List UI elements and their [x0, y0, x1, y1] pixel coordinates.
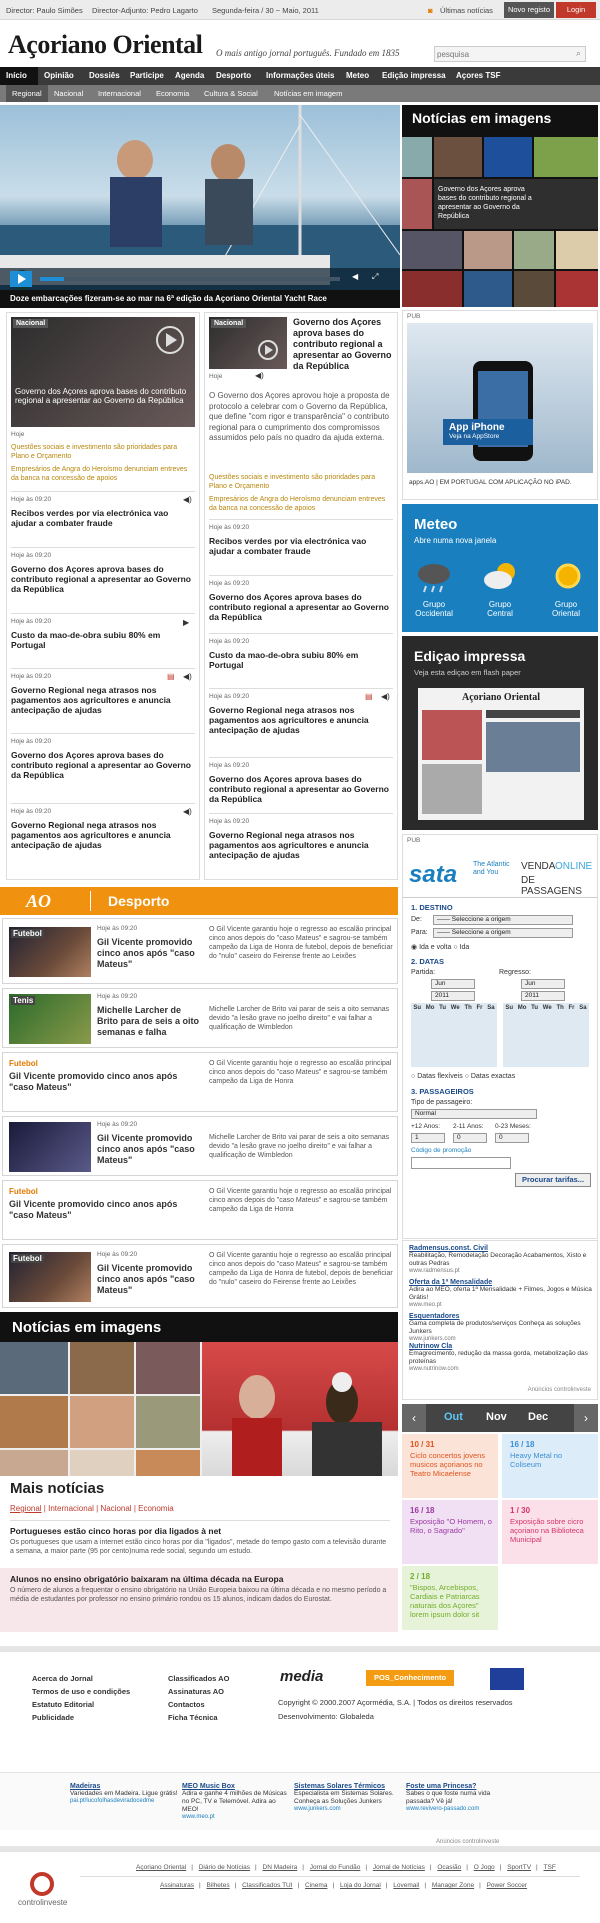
- text-ad[interactable]: Radmensus.const. Civil Reabilitação, Remodelação Decoração Acabamentos, Xisto e outras Pedras www.radmensus.pt: [409, 1245, 587, 1274]
- subnav-item[interactable]: Cultura & Social: [204, 89, 258, 98]
- more-news-headline[interactable]: Portugueses estão cinco horas por dia ligados à net: [10, 1526, 222, 1536]
- related-link[interactable]: Empresários de Angra do Heroísmo denunciam entreves da banca na concessão de apoios: [11, 466, 188, 482]
- network-link[interactable]: Assinaturas: [160, 1882, 194, 1889]
- item-meta: Hoje às 09:20: [209, 580, 250, 587]
- month-tab[interactable]: Out: [444, 1411, 463, 1423]
- bottom-ad[interactable]: Foste uma Princesa? Sabes o que foste numa vida passada? Vê já! www.revivero-passado.com: [406, 1783, 491, 1812]
- item-meta: Hoje às 09:20: [209, 762, 250, 769]
- photos-panel-title: Notícias em imagens: [412, 110, 552, 126]
- promo-code-input[interactable]: [411, 1157, 511, 1169]
- bottom-ad[interactable]: MEO Music Box Adira e ganhe 4 milhões de Músicas no PC, TV e Telemóvel. Adira ao MEO! www.meo.pt: [182, 1783, 287, 1820]
- print-edition-title: Ediçao impressa: [414, 648, 526, 664]
- featured-photo[interactable]: [434, 179, 598, 229]
- newspaper-cover[interactable]: Açoriano Oriental: [418, 688, 584, 820]
- item-meta: Hoje às 09:20: [11, 618, 52, 625]
- photos-panel: [402, 105, 598, 307]
- sports-row[interactable]: Futebol Hoje às 09:20 Gil Vicente promovido cinco anos após "caso Mateus" O Gil Vicente garantiu hoje o regresso ao escalão principal cinco anos depois do "caso Mateus" e sagrou-se também campeão da Liga de Honra de futebol, depois de beneficiar do "nulo" caseiro do Feirense frente ao Leixões: [2, 1244, 398, 1308]
- iphone-ad[interactable]: [402, 310, 598, 500]
- network-link[interactable]: Diário de Notícias: [198, 1864, 251, 1871]
- meteo-group[interactable]: Grupo Occidental: [415, 600, 453, 618]
- network-link[interactable]: Jornal do Fundão: [309, 1864, 361, 1871]
- footer: [0, 1646, 600, 1766]
- bottom-ad[interactable]: Madeiras Variedades em Madeira. Ligue grátis! pai.pt/lucofolhasdeviradocedme: [70, 1783, 178, 1804]
- search-input[interactable]: [437, 48, 557, 60]
- footer-link[interactable]: Contactos: [168, 1700, 205, 1709]
- subnav-item[interactable]: Regional: [6, 85, 48, 102]
- section-tag: Nacional: [211, 319, 246, 328]
- agenda-event[interactable]: [502, 1500, 598, 1564]
- event-title[interactable]: "Bispos, Arcebispos, Cardiais e Patriarcas naturais dos Açores" lorem ipsum dolor sit: [410, 1583, 480, 1619]
- item-title[interactable]: Custo da mao-de-obra subiu 80% em Portugal: [209, 650, 359, 670]
- return-month[interactable]: Jun: [521, 979, 565, 989]
- network-link[interactable]: Jornal de Notícias: [372, 1864, 425, 1871]
- tagline: O mais antigo jornal português. Fundado em 1835: [216, 48, 400, 58]
- meteo-panel[interactable]: [402, 504, 598, 632]
- related-link[interactable]: Empresários de Angra do Heroísmo denunciam entreves da banca na concessão de apoios: [209, 496, 386, 512]
- fullscreen-icon[interactable]: ⤢: [372, 272, 379, 281]
- login-button[interactable]: Login: [556, 2, 596, 18]
- pdf-icon[interactable]: ▤: [167, 672, 175, 681]
- photos-section-header: Notícias em imagens: [0, 1312, 398, 1342]
- item-title[interactable]: Governo dos Açores aprova bases do contributo regional a apresentar ao Governo da República: [209, 592, 389, 622]
- item-meta: Hoje às 09:20: [11, 496, 52, 503]
- featured-caption: Governo dos Açores aprova bases do contributo regional a apresentar ao Governo da República: [438, 186, 532, 220]
- search-icon[interactable]: ⌕: [575, 48, 581, 58]
- news-column-2: [204, 312, 398, 880]
- nav-item[interactable]: Meteo: [346, 71, 370, 80]
- lead-video-thumb[interactable]: [11, 317, 195, 427]
- sports-header: [0, 887, 398, 915]
- item-title[interactable]: Governo Regional nega atrasos nos pagamentos aos agricultores e anuncia antecipação de ajudas: [11, 685, 171, 715]
- rss-icon[interactable]: ◙: [428, 6, 433, 15]
- text-ad[interactable]: Oferta da 1ª Mensalidade Adira ao MEO, oferta 1ª Mensalidade + Filmes, Jogos e Música Grátis! www.meo.pt: [409, 1279, 592, 1308]
- item-title[interactable]: Recibos verdes por via electrónica vao ajudar a combater fraude: [11, 508, 169, 528]
- meta: Hoje: [11, 431, 25, 438]
- appstore-badge[interactable]: App iPhone Veja na AppStore: [443, 419, 533, 445]
- more-news-headline[interactable]: Alunos no ensino obrigatório baixaram na última década na Europa: [10, 1574, 284, 1584]
- ad-bottom-text: apps.AO | EM PORTUGAL COM APLICAÇÃO NO iPAD.: [409, 479, 572, 486]
- print-edition-sub[interactable]: Veja esta ediçao em flash paper: [414, 668, 521, 677]
- acormedia-logo[interactable]: media: [280, 1668, 324, 1685]
- sports-row[interactable]: Hoje às 09:20 Gil Vicente promovido cinco anos após "caso Mateus" Michelle Larcher de Brito vai parar de seis a oito semanas devido "a lesão grave no joelho direito" e vai falhar a qualificação de Wimbledon: [2, 1116, 398, 1176]
- calendar-return[interactable]: Su Mo Tu We Th Fr Sa: [503, 1003, 589, 1067]
- item-title[interactable]: Governo dos Açores aprova bases do contributo regional a apresentar ao Governo da República: [11, 564, 191, 594]
- sata-logo[interactable]: sata: [409, 861, 458, 888]
- news-column-1: [6, 312, 200, 880]
- search-box: [434, 46, 586, 62]
- children-select[interactable]: 0: [453, 1133, 487, 1143]
- nav-item[interactable]: Participe: [130, 71, 164, 80]
- sub-nav: [0, 85, 600, 102]
- item-meta: Hoje às 09:20: [11, 552, 52, 559]
- nav-item[interactable]: Opinião: [44, 71, 74, 80]
- network-link[interactable]: TSF: [543, 1864, 556, 1871]
- nav-item[interactable]: Dossiês: [89, 71, 120, 80]
- subnav-item[interactable]: Economia: [156, 89, 190, 98]
- origin-select[interactable]: —— Seleccione a origem: [433, 915, 573, 925]
- more-news: [0, 1476, 398, 1632]
- register-button[interactable]: Novo registo: [504, 2, 554, 18]
- pdf-icon[interactable]: ▤: [365, 692, 373, 701]
- partly-cloudy-icon: [480, 560, 520, 594]
- video-progress[interactable]: [40, 277, 340, 281]
- lead-video-thumb[interactable]: [209, 317, 287, 369]
- controlinveste-logo-icon[interactable]: [28, 1872, 56, 1896]
- footer-link[interactable]: Ficha Técnica: [168, 1713, 218, 1722]
- network-link[interactable]: SportTV: [507, 1864, 532, 1871]
- calendar-departure[interactable]: Su Mo Tu We Th Fr Sa: [411, 1003, 497, 1067]
- audio-icon[interactable]: ◀): [183, 672, 192, 681]
- agenda-event[interactable]: [402, 1566, 498, 1630]
- more-news-title: Mais notícias: [10, 1480, 105, 1497]
- more-news-tabs: Regional | Internacional | Nacional | Economia: [10, 1504, 174, 1513]
- month-tab[interactable]: Dec: [528, 1411, 549, 1423]
- text-ad[interactable]: Nutrinow Cla Emagrecimento, redução da massa gorda, metabolização das proteínas www.nutrinow.com: [409, 1343, 588, 1372]
- more-news-text: Os portugueses que usam a internet estão cinco horas por dia "ligados", metade do tempo gasto com a televisão durante a semana, a maior parte (95 por cento)numa rede social, segundo um estudo.: [10, 1539, 387, 1555]
- item-meta: Hoje às 09:20: [209, 524, 250, 531]
- video-controls: [0, 268, 400, 290]
- item-title[interactable]: Governo Regional nega atrasos nos pagamentos aos agricultores e anuncia antecipação de ajudas: [209, 705, 369, 735]
- search-fares-button[interactable]: Procurar tarifas...: [515, 1173, 591, 1187]
- play-icon[interactable]: [10, 271, 32, 287]
- play-icon[interactable]: [155, 325, 185, 355]
- meteo-title: Meteo: [414, 516, 458, 533]
- volume-icon[interactable]: ◀: [352, 272, 359, 281]
- event-title[interactable]: Heavy Metal no Coliseum: [510, 1451, 563, 1469]
- round-trip-radio[interactable]: ◉ Ida e volta ○ Ida: [411, 944, 470, 951]
- sports-row[interactable]: Tenis Hoje às 09:20 Michelle Larcher de Brito para de seis a oito semanas e falha Michelle Larcher de Brito vai parar de seis a oito semanas devido "a lesão grave no joelho direito" e vai falhar a qualificação de Wimbledon: [2, 988, 398, 1048]
- item-title[interactable]: Governo Regional nega atrasos nos pagamentos aos agricultores e anuncia antecipação de ajudas: [209, 830, 369, 860]
- more-news-text: O número de alunos a frequentar o ensino obrigatório na União Europeia baixou na última década e no mesmo período a média de estudantes por professor no ensino primário rondou os 15 alunos, indicam dados do Eurostat.: [10, 1587, 387, 1603]
- nav-item[interactable]: Açores TSF: [456, 71, 501, 80]
- network-link[interactable]: Bilhetes: [206, 1882, 230, 1889]
- subnav-item[interactable]: Internacional: [98, 89, 141, 98]
- lead-title[interactable]: Governo dos Açores aprova bases do contributo regional a apresentar ao Governo da República: [293, 317, 392, 371]
- event-title[interactable]: Exposição sobre cicro açoriano na Biblioteca Municipal: [510, 1517, 584, 1544]
- item-title[interactable]: Recibos verdes por via electrónica vao ajudar a combater fraude: [209, 536, 367, 556]
- meteo-group[interactable]: Grupo Oriental: [551, 600, 580, 618]
- month-tab[interactable]: Nov: [486, 1411, 507, 1423]
- sports-row[interactable]: Futebol Hoje às 09:20 Gil Vicente promovido cinco anos após "caso Mateus" O Gil Vicente garantiu hoje o regresso ao escalão principal cinco anos depois do "caso Mateus" e sagrou-se também campeão da Liga de Honra de futebol, depois de beneficiar do "nulo" caseiro do Feirense frente ao Leixões: [2, 918, 398, 984]
- lead-title[interactable]: Governo dos Açores aprova bases do contributo regional a apresentar ao Governo da República: [15, 387, 187, 405]
- footer-link[interactable]: Acerca do Jornal: [32, 1674, 93, 1683]
- sports-title: Desporto: [108, 893, 170, 909]
- audio-icon[interactable]: ◀): [255, 371, 264, 380]
- event-date: 16 / 18: [410, 1506, 435, 1515]
- event-date: 1 / 30: [510, 1506, 531, 1515]
- hero-caption[interactable]: Doze embarcações fizeram-se ao mar na 6ª edição da Açoriano Oriental Yacht Race: [0, 290, 400, 308]
- nav-item[interactable]: Informações úteis: [266, 71, 335, 80]
- eu-flag-icon: [490, 1668, 524, 1690]
- meteo-group[interactable]: Grupo Central: [487, 600, 513, 618]
- video-icon[interactable]: ▶: [183, 618, 190, 627]
- rain-cloud-icon: [414, 560, 454, 594]
- controlinveste-logo[interactable]: controlinveste: [18, 1898, 68, 1907]
- director-label: Director: Paulo Simões: [6, 6, 83, 15]
- text-ads: Radmensus.const. Civil Reabilitação, Remodelação Decoração Acabamentos, Xisto e outras Pedras www.radmensus.pt Oferta da 1ª Mensalidade Adira ao MEO, oferta 1ª Mensalidade + Filmes, Jogos e Música Grátis! www.meo.pt Esquentadores Gama completa de produtos/serviços Conheça as soluções Junkers www.junkers.com Nutrinow Cla Emagrecimento, redução da massa gorda, metabolização das proteínas www.nutrinow.com Anúncios controlinveste: [402, 1240, 598, 1400]
- site-logo[interactable]: Açoriano Oriental: [8, 30, 203, 59]
- pos-logo[interactable]: POS_Conhecimento: [366, 1670, 454, 1686]
- item-title[interactable]: Governo dos Açores aprova bases do contributo regional a apresentar ao Governo da República: [11, 750, 191, 780]
- adults-select[interactable]: 1: [411, 1133, 445, 1143]
- network-link[interactable]: Ocasião: [437, 1864, 462, 1871]
- deputy-label: Director-Adjunto: Pedro Lagarto: [92, 6, 198, 15]
- event-date: 2 / 18: [410, 1572, 431, 1581]
- bottom-ads: Madeiras Variedades em Madeira. Ligue grátis! pai.pt/lucofolhasdeviradocedme MEO Music Box Adira e ganhe 4 milhões de Músicas no PC, TV e Telemóvel. Adira ao MEO! www.meo.pt Sistemas Solares Térmicos Especialista em Sistemas Solares. Conheça as Soluções Junkers www.junkers.com Foste uma Princesa? Sabes o que foste numa vida passada? Vê já! www.revivero-passado.com Anúncios controlinveste: [0, 1772, 600, 1830]
- play-icon[interactable]: [257, 339, 279, 361]
- event-date: 16 / 18: [510, 1440, 535, 1449]
- meteo-sub[interactable]: Abre numa nova janela: [414, 536, 497, 545]
- agenda-event[interactable]: [402, 1500, 498, 1564]
- agenda-month-switcher: [402, 1404, 598, 1432]
- lead-body: O Governo dos Açores aprovou hoje a proposta de protocolo a celebrar com o Governo da República, que define "com rigor e transparência" o contributo regional para o cumprimento dos compromissos assumidos pelo país no quadro da ajuda externa.: [209, 391, 390, 442]
- text-ad[interactable]: Esquentadores Gama completa de produtos/serviços Conheça as soluções Junkers www.junkers.com: [409, 1313, 581, 1342]
- copyright: Copyright © 2000.2007 Açormédia, S.A. | Todos os direitos reservados: [278, 1698, 513, 1707]
- subnav-item[interactable]: Notícias em imagem: [274, 89, 343, 98]
- departure-year[interactable]: 2011: [431, 991, 475, 1001]
- sata-booking-widget: PUB sata The Atlantic and You VENDA ONLINE DE PASSAGENS 1. DESTINO De: —— Seleccione a origem Para: —— Seleccione a origem ◉ Ida e volta ○ Ida 2. DATAS Partida: Regresso: Jun 2011 Jun 2011 Su Mo Tu We Th Fr Sa Su Mo Tu We Th Fr Sa ○ Datas flexíveis ○ Datas exactas 3. PASSAGEIROS Tipo de passageiro: Normal +12 Anos: 2-11 Anos: 0-23 Meses: 1 0 0 Código de promoção Procurar tarifas...: [402, 834, 598, 1239]
- item-meta: Hoje às 09:20: [209, 693, 250, 700]
- agenda-event[interactable]: [402, 1434, 498, 1498]
- sports-row[interactable]: Futebol Gil Vicente promovido cinco anos após "caso Mateus" O Gil Vicente garantiu hoje o regresso ao escalão principal cinco anos depois do "caso Mateus" e sagrou-se também campeão da Liga de Honra: [2, 1052, 398, 1112]
- tab-nacional[interactable]: Nacional: [100, 1504, 132, 1513]
- developer: Desenvolvimento: Globaleda: [278, 1712, 374, 1721]
- nav-item[interactable]: Agenda: [175, 71, 205, 80]
- iphone-image: [473, 361, 533, 461]
- departure-month[interactable]: Jun: [431, 979, 475, 989]
- footer-link[interactable]: Publicidade: [32, 1713, 75, 1722]
- network-link[interactable]: Açoriano Oriental: [136, 1864, 187, 1871]
- event-title[interactable]: Ciclo concertos jovens musicos açorianos no Teatro Micaelense: [410, 1451, 486, 1478]
- top-bar: [0, 0, 600, 20]
- footer-link[interactable]: Termos de uso e condições: [32, 1687, 131, 1696]
- tab-economia[interactable]: Economia: [138, 1504, 174, 1513]
- audio-icon[interactable]: ◀): [183, 807, 192, 816]
- agenda-event[interactable]: [502, 1434, 598, 1498]
- nav-item[interactable]: Edição impressa: [382, 71, 446, 80]
- tab-internacional[interactable]: Internacional: [48, 1504, 94, 1513]
- footer-link[interactable]: Assinaturas AO: [168, 1687, 224, 1696]
- return-year[interactable]: 2011: [521, 991, 565, 1001]
- network-link[interactable]: O Jogo: [473, 1864, 495, 1871]
- item-meta: Hoje às 09:20: [209, 638, 250, 645]
- event-date: 10 / 31: [410, 1440, 435, 1449]
- nav-item[interactable]: Desporto: [216, 71, 252, 80]
- network-link[interactable]: Power Soccer: [486, 1882, 528, 1889]
- latest-news-link[interactable]: Últimas notícias: [440, 6, 493, 15]
- related-link[interactable]: Questões sociais e investimento são prioridades para Plano e Orçamento: [209, 474, 376, 490]
- section-tag: Nacional: [13, 319, 48, 328]
- item-meta: Hoje às 09:20: [11, 738, 52, 745]
- chevron-right-icon[interactable]: ›: [574, 1404, 598, 1432]
- destination-select[interactable]: —— Seleccione a origem: [433, 928, 573, 938]
- nav-item[interactable]: Início: [0, 67, 38, 85]
- item-meta: Hoje às 09:20: [11, 673, 52, 680]
- event-title[interactable]: Exposição "O Homem, o Rito, o Sagrado": [410, 1517, 492, 1535]
- audio-icon[interactable]: ◀): [381, 692, 390, 701]
- bottom-ad[interactable]: Sistemas Solares Térmicos Especialista em Sistemas Solares. Conheça as Soluções Junkers www.junkers.com: [294, 1783, 394, 1812]
- footer-link[interactable]: Estatuto Editorial: [32, 1700, 95, 1709]
- network-link[interactable]: Manager Zone: [431, 1882, 475, 1889]
- subnav-item[interactable]: Nacional: [54, 89, 84, 98]
- item-meta: Hoje às 09:20: [209, 818, 250, 825]
- related-link[interactable]: Questões sociais e investimento são prioridades para Plano e Orçamento: [11, 444, 178, 460]
- chevron-left-icon[interactable]: ‹: [402, 1404, 426, 1432]
- network-link[interactable]: DN Madeira: [262, 1864, 298, 1871]
- date-mode-radio[interactable]: ○ Datas flexíveis ○ Datas exactas: [411, 1073, 516, 1080]
- item-title[interactable]: Custo da mao-de-obra subiu 80% em Portugal: [11, 630, 161, 650]
- hero-video[interactable]: [0, 105, 400, 308]
- date-label: Segunda-feira / 30 ~ Maio, 2011: [212, 6, 319, 15]
- main-nav: [0, 67, 600, 85]
- network-links-row1: Açoriano Oriental | Diário de Notícias | DN Madeira | Jornal do Fundão | Jornal de Notícias | Ocasião | O Jogo | SportTV | TSF: [136, 1864, 556, 1871]
- sun-icon: [548, 560, 588, 594]
- network-link[interactable]: Lovemail: [393, 1882, 420, 1889]
- item-title[interactable]: Governo dos Açores aprova bases do contributo regional a apresentar ao Governo da República: [209, 774, 389, 804]
- audio-icon[interactable]: ◀): [183, 495, 192, 504]
- pub-label: PUB: [407, 313, 421, 320]
- network-links-row2: Assinaturas | Bilhetes | Classificados TUI | Cinema | Loja do Jornal | Lovemail | Manager Zone | Power Soccer: [160, 1882, 528, 1889]
- footer-link[interactable]: Classificados AO: [168, 1674, 230, 1683]
- network-link[interactable]: Cinema: [305, 1882, 328, 1889]
- network-bar: [0, 1846, 600, 1923]
- sports-row[interactable]: Futebol Gil Vicente promovido cinco anos após "caso Mateus" O Gil Vicente garantiu hoje o regresso ao escalão principal cinco anos depois do "caso Mateus" e sagrou-se também campeão da Liga de Honra: [2, 1180, 398, 1240]
- network-link[interactable]: Classificados TUI: [242, 1882, 293, 1889]
- meta: Hoje: [209, 373, 223, 380]
- print-edition-panel[interactable]: [402, 636, 598, 830]
- babies-select[interactable]: 0: [495, 1133, 529, 1143]
- ao-logo: AO: [26, 891, 52, 911]
- network-link[interactable]: Loja do Jornal: [339, 1882, 381, 1889]
- tab-regional[interactable]: Regional: [10, 1504, 42, 1513]
- passenger-type-select[interactable]: Normal: [411, 1109, 537, 1119]
- item-title[interactable]: Governo Regional nega atrasos nos pagamentos aos agricultores e anuncia antecipação de ajudas: [11, 820, 171, 850]
- item-meta: Hoje às 09:20: [11, 808, 52, 815]
